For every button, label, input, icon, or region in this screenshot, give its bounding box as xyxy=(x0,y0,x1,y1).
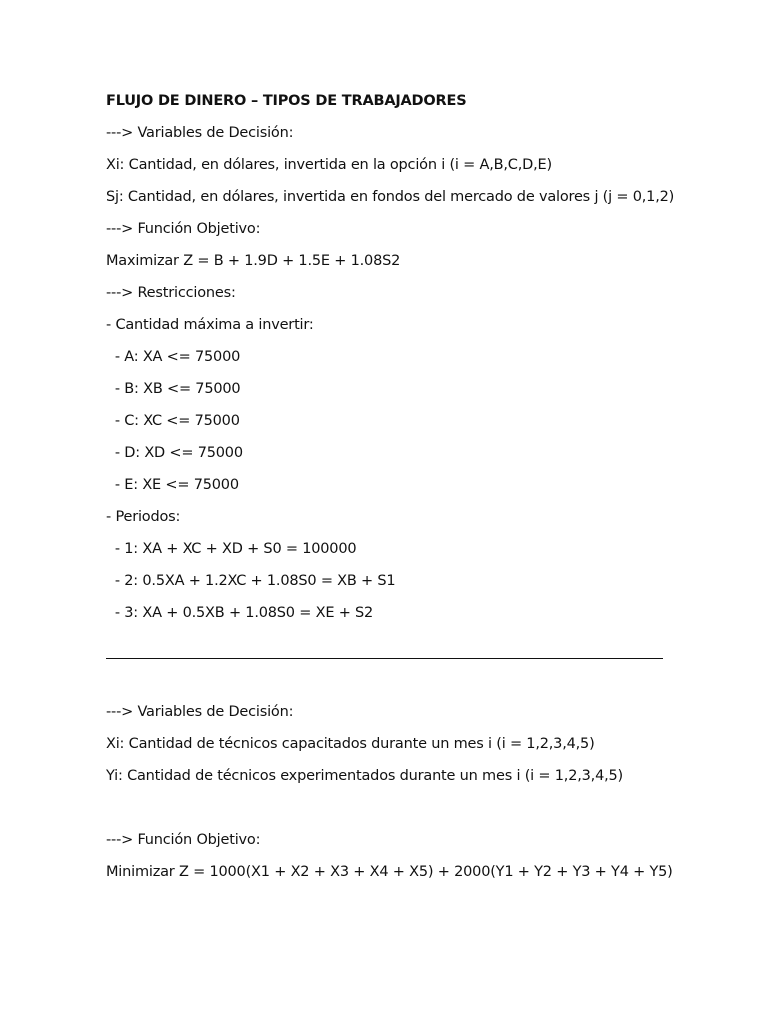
variable-x-definition: Xi: Cantidad, en dólares, invertida en la opción i (i = A,B,C,D,E) xyxy=(106,157,552,173)
period-constraint: - 1: XA + XC + XD + S0 = 100000 xyxy=(106,541,357,557)
objective-function-header: ---> Función Objetivo: xyxy=(106,832,261,848)
variable-y-definition: Yi: Cantidad de técnicos experimentados durante un mes i (i = 1,2,3,4,5) xyxy=(106,768,623,784)
decision-variables-header: ---> Variables de Decisión: xyxy=(106,704,294,720)
constraint-line: - A: XA <= 75000 xyxy=(106,349,241,365)
period-constraint: - 2: 0.5XA + 1.2XC + 1.08S0 = XB + S1 xyxy=(106,573,396,589)
variable-x-definition: Xi: Cantidad de técnicos capacitados durante un mes i (i = 1,2,3,4,5) xyxy=(106,736,595,752)
decision-variables-header: ---> Variables de Decisión: xyxy=(106,125,294,141)
objective-function: Minimizar Z = 1000(X1 + X2 + X3 + X4 + X5) + 2000(Y1 + Y2 + Y3 + Y4 + Y5) xyxy=(106,864,673,880)
objective-function-header: ---> Función Objetivo: xyxy=(106,221,261,237)
constraint-line: - E: XE <= 75000 xyxy=(106,477,239,493)
period-constraint: - 3: XA + 0.5XB + 1.08S0 = XE + S2 xyxy=(106,605,374,621)
max-invest-header: - Cantidad máxima a invertir: xyxy=(106,317,314,333)
objective-function: Maximizar Z = B + 1.9D + 1.5E + 1.08S2 xyxy=(106,253,401,269)
constraint-line: - D: XD <= 75000 xyxy=(106,445,243,461)
constraint-line: - C: XC <= 75000 xyxy=(106,413,240,429)
section-divider xyxy=(106,658,663,659)
constraint-line: - B: XB <= 75000 xyxy=(106,381,241,397)
periods-header: - Periodos: xyxy=(106,509,181,525)
variable-s-definition: Sj: Cantidad, en dólares, invertida en fondos del mercado de valores j (j = 0,1,2) xyxy=(106,189,675,205)
constraints-header: ---> Restricciones: xyxy=(106,285,236,301)
document-title: FLUJO DE DINERO – TIPOS DE TRABAJADORES xyxy=(106,93,467,109)
